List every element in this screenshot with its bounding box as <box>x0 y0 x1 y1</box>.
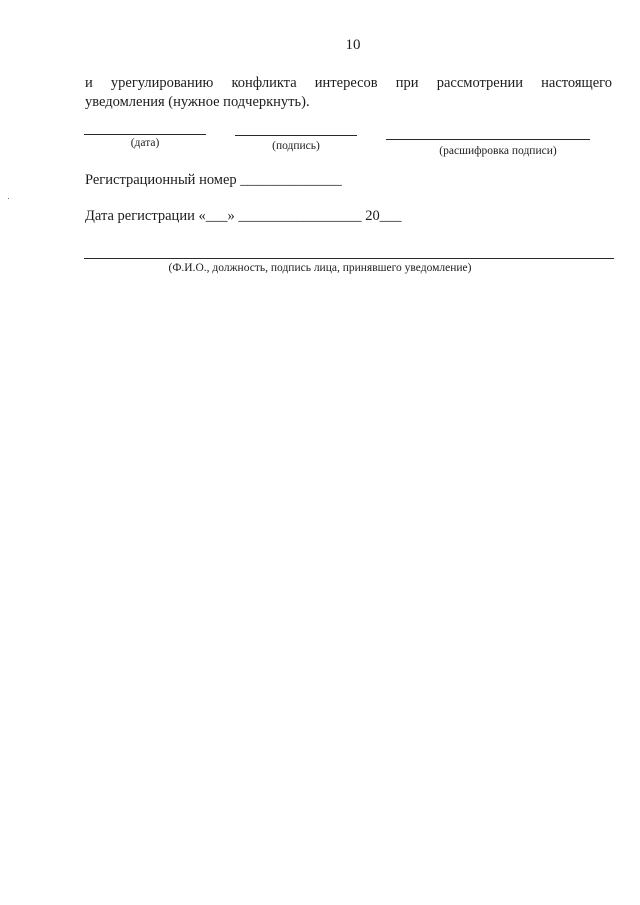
paragraph-line-1: и урегулированию конфликта интересов при рассмотрении настоящего <box>85 75 612 91</box>
decoding-caption: (расшифровка подписи) <box>439 145 557 157</box>
registration-date-label: Дата регистрации <box>85 208 195 224</box>
registration-month-blank: _________________ <box>238 208 362 224</box>
registration-year-blank: ___ <box>379 208 402 224</box>
receiver-caption: (Ф.И.О., должность, подпись лица, принявшего уведомление) <box>168 262 472 274</box>
paragraph-line-2: уведомления (нужное подчеркнуть). <box>85 94 310 110</box>
signature-caption: (подпись) <box>272 140 320 152</box>
receiver-line <box>84 258 614 259</box>
scan-speck <box>8 198 9 199</box>
registration-year-prefix: 20 <box>365 208 380 224</box>
registration-date-field <box>85 208 401 225</box>
registration-day-blank: «___» <box>198 208 235 224</box>
signature-line <box>235 135 357 136</box>
date-line <box>84 134 206 135</box>
page-number: 10 <box>345 37 361 53</box>
registration-number-field <box>85 172 342 189</box>
registration-number-blank: ______________ <box>240 172 342 188</box>
decoding-line <box>386 139 590 140</box>
body-paragraph <box>85 74 612 112</box>
registration-number-label: Регистрационный номер <box>85 172 237 188</box>
date-caption: (дата) <box>130 137 160 149</box>
